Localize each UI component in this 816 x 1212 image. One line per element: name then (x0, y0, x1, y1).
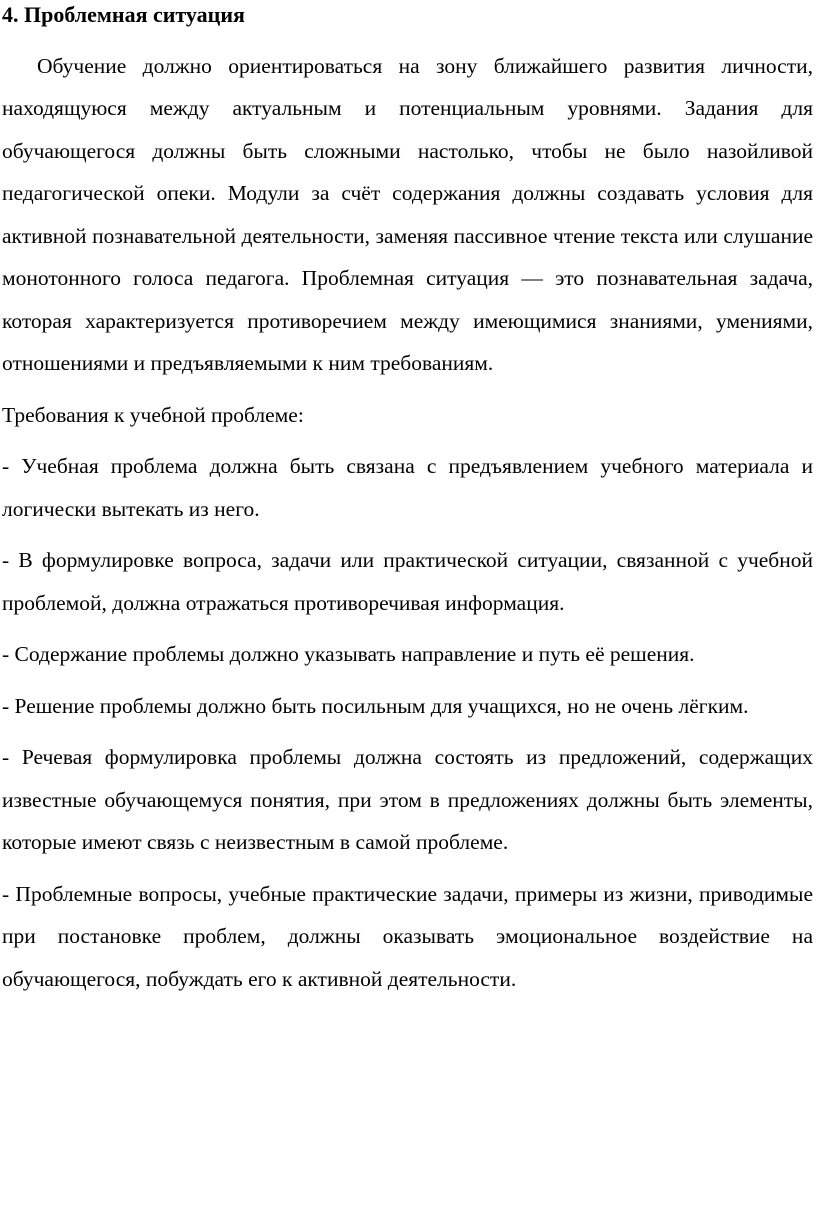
requirement-item: - Учебная проблема должна быть связана с предъявлением учебного материала и логически вытекать из него. (2, 454, 813, 521)
requirement-item: - Содержание проблемы должно указывать направление и путь её решения. (2, 642, 695, 666)
requirements-label: Требования к учебной проблеме: (2, 402, 304, 427)
requirements-list (2, 445, 813, 1000)
requirement-item: - Речевая формулировка проблемы должна состоять из предложений, содержащих известные обучающемуся понятия, при этом в предложениях должны быть элементы, которые имеют связь с неизвестным в самой проблеме. (2, 745, 813, 854)
intro-paragraph: Обучение должно ориентироваться на зону ближайшего развития личности, находящуюся между актуальным и потенциальным уровнями. Задания для обучающегося должны быть сложными настолько, чтобы не было назойливой педагогической опеки. Модули за счёт содержания должны создавать условия для активной познавательной деятельности, заменяя пассивное чтение текста или слушание монотонного голоса педагога. Проблемная ситуация — это познавательная задача, которая характеризуется противоречием между имеющимися знаниями, умениями, отношениями и предъявляемыми к ним требованиям. (2, 53, 813, 375)
section-heading: 4. Проблемная ситуация (2, 2, 245, 27)
requirement-item: - Решение проблемы должно быть посильным для учащихся, но не очень лёгким. (2, 693, 749, 718)
requirement-item: - Проблемные вопросы, учебные практические задачи, примеры из жизни, приводимые при постановке проблем, должны оказывать эмоциональное воздействие на обучающегося, побуждать его к активной деятельности. (2, 881, 813, 991)
requirement-item: - В формулировке вопроса, задачи или практической ситуации, связанной с учебной проблемой, должна отражаться противоречивая информация. (2, 548, 813, 615)
